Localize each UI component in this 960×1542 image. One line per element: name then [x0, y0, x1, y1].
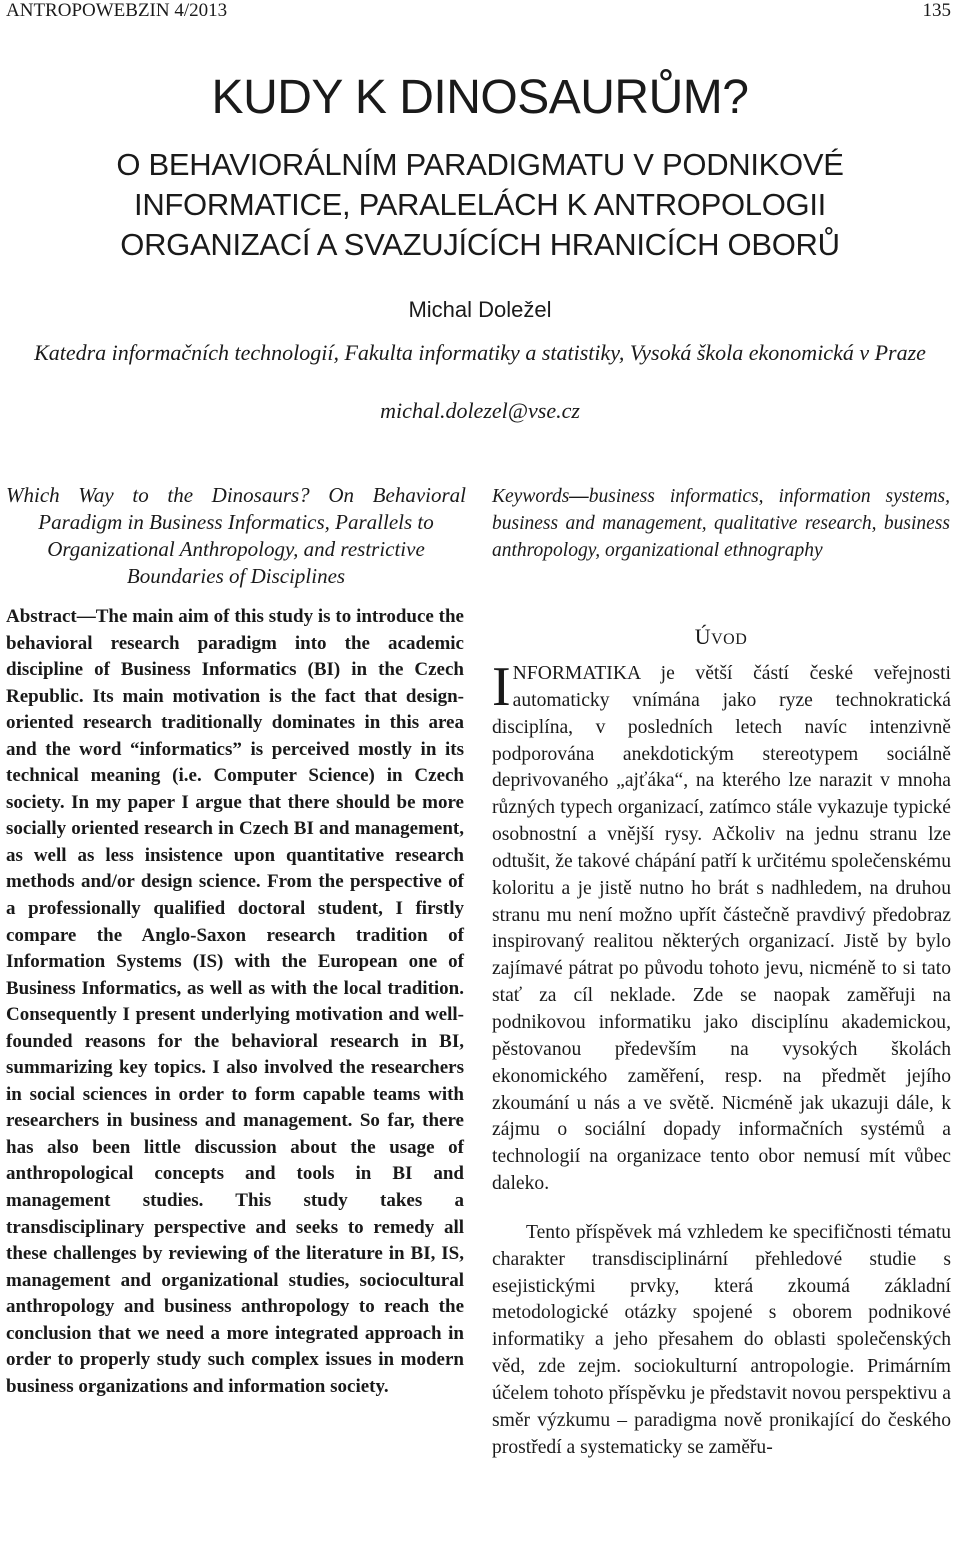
body-text	[492, 656, 951, 1461]
abstract-text: The main aim of this study is to introduce the behavioral research paradigm into the academic discipline of Business Informatics (BI) in the Czech Republic. Its main motivation is the fact that design-oriented research traditionally dominates in this area and the word “informatics” is perceived mostly in its technical meaning (i.e. Computer Science) in Czech society. In my paper I argue that there should be more socially oriented research in Czech BI and management, as well as less insistence upon quantitative research methods and/or design science. From the perspective of a professionally qualified doctoral student, I firstly compare the Anglo-Saxon research tradition of Information Systems (IS) with the European one of Business Informatics, as well as with the local tradition. Consequently I present underlying motivation and well-founded reasons for the behavioral research in BI, summarizing key topics. I also involved the researchers in social sciences in order to form capable teams with researchers in business and management. So far, there has also been little discussion about the usage of anthropological concepts and tools in BI and management studies. This study takes a transdisciplinary perspective and seeks to remedy all these challenges by reviewing of the literature in BI, IS, management and organizational studies, sociocultural anthropology and business anthropology to reach the conclusion that we need a more integrated approach in order to properly study such complex issues in modern business organizations and information society.	[6, 606, 464, 1397]
english-title	[6, 482, 466, 590]
abstract: Abstract—The main aim of this study is to introduce the behavioral research paradigm into the academic discipline of Business Informatics (BI) in the Czech Republic. Its main motivation is the fact that design-oriented research traditionally dominates in this area and the word “informatics” is perceived mostly in its technical meaning (i.e. Computer Science) in Czech society. In my paper I argue that there should be more socially oriented research in Czech BI and management, as well as less insistence upon quantitative research methods and/or design science. From the perspective of a professionally qualified doctoral student, I firstly compare the Anglo-Saxon research tradition of Information Systems (IS) with the European one of Business Informatics, as well as with the local tradition. Consequently I present underlying motivation and well-founded reasons for the behavioral research in BI, summarizing key topics. I also involved the researchers in social sciences in order to form capable teams with researchers in business and management. So far, there has also been little discussion about the usage of anthropological concepts and tools in BI and management studies. This study takes a transdisciplinary perspective and seeks to remedy all these challenges by reviewing of the literature in BI, IS, management and organizational studies, sociocultural anthropology and business anthropology to reach the conclusion that we need a more integrated approach in order to properly study such complex issues in modern business organizations and information society.	[6, 606, 464, 1397]
english-title-line1: Which Way to the Dinosaurs? On Behavioral	[6, 483, 466, 507]
keywords-text: business informatics, information systems, business and management, qualitative research, business anthropology, organizational ethnography	[492, 486, 950, 561]
subtitle-line: INFORMATICE, PARALELÁCH K ANTROPOLOGII	[134, 187, 826, 222]
page-number: 135	[922, 0, 951, 21]
paragraph-1-text: je větší částí české veřejnosti automaticky vnímána jako ryze technokratická disciplína, v posledních letech navíc intenzivně podporována anekdotickým stereotypem sociálně deprivovaného „ajťáka“, na kterého lze narazit v mnoha různých typech organizací, zatímco stále vykazuje typické osobnostní a vnější rysy. Ačkoliv na jednu stranu lze odtušit, že takové chápání patří k určitému společenskému koloritu a je jistě nutno ho brát s nadhledem, na druhou stranu mu není možno upřít částečně pravdivý předobraz inspirovaný realitou některých organizací. Jistě by bylo zajímavé pátrat po původu tohoto jevu, nicméně to si tato stať za cíl neklade. Zde se naopak zaměřuji na podnikovou informatiku jako disciplínu akademickou, pěstovanou především na vysokých školách ekonomického zaměření, resp. na předmět jejího zkoumání u nás a ve světě. Nicméně jak ukazuji dále, k zájmu o sociální dopady informačních systémů a technologií na organizace tento obor nemusí mít vůbec daleko.	[492, 663, 951, 1195]
author-name: Michal Doležel	[408, 297, 552, 322]
english-title-rest: Paradigm in Business Informatics, Parallels to Organizational Anthropology, and restrictive Boundaries of Disciplines	[38, 510, 434, 588]
first-word: NFORMATIKA	[512, 663, 641, 684]
paragraph	[492, 656, 951, 1198]
section-heading-initial: Ú	[694, 624, 712, 649]
keywords-label: Keywords	[492, 486, 570, 507]
author-affiliation: Katedra informačních technologií, Fakulta informatiky a statistiky, Vysoká škola ekonomická v Praze	[34, 340, 926, 365]
keywords	[492, 483, 950, 564]
abstract-label: Abstract	[6, 606, 77, 627]
section-heading-rest: VOD	[711, 631, 748, 648]
journal-header: ANTROPOWEBZIN 4/2013	[6, 0, 228, 21]
subtitle-line: O BEHAVIORÁLNÍM PARADIGMATU V PODNIKOVÉ	[116, 147, 844, 182]
article-subtitle	[40, 145, 920, 265]
subtitle-line: ORGANIZACÍ A SVAZUJÍCÍCH HRANICÍCH OBORŮ	[120, 227, 840, 262]
paragraph: Tento příspěvek má vzhledem ke specifičnosti tématu charakter transdisciplinární přehledové studie s esejistickými prvky, která zkoumá základní metodologické otázky spojené s oborem podnikové informatiky a jeho přesahem do oblasti společenských věd, zde zejm. sociokulturní antropologie. Primárním účelem tohoto příspěvku je představit novou perspektivu a směr výzkumu – paradigma nově pronikající do českého prostředí a systematicky se zaměřu-	[492, 1221, 951, 1458]
article-title: KUDY K DINOSAURŮM?	[211, 71, 749, 124]
drop-cap: I	[492, 656, 511, 718]
author-email: michal.dolezel@vse.cz	[380, 398, 580, 423]
keywords-dash: —	[569, 486, 589, 507]
section-heading	[492, 624, 950, 650]
